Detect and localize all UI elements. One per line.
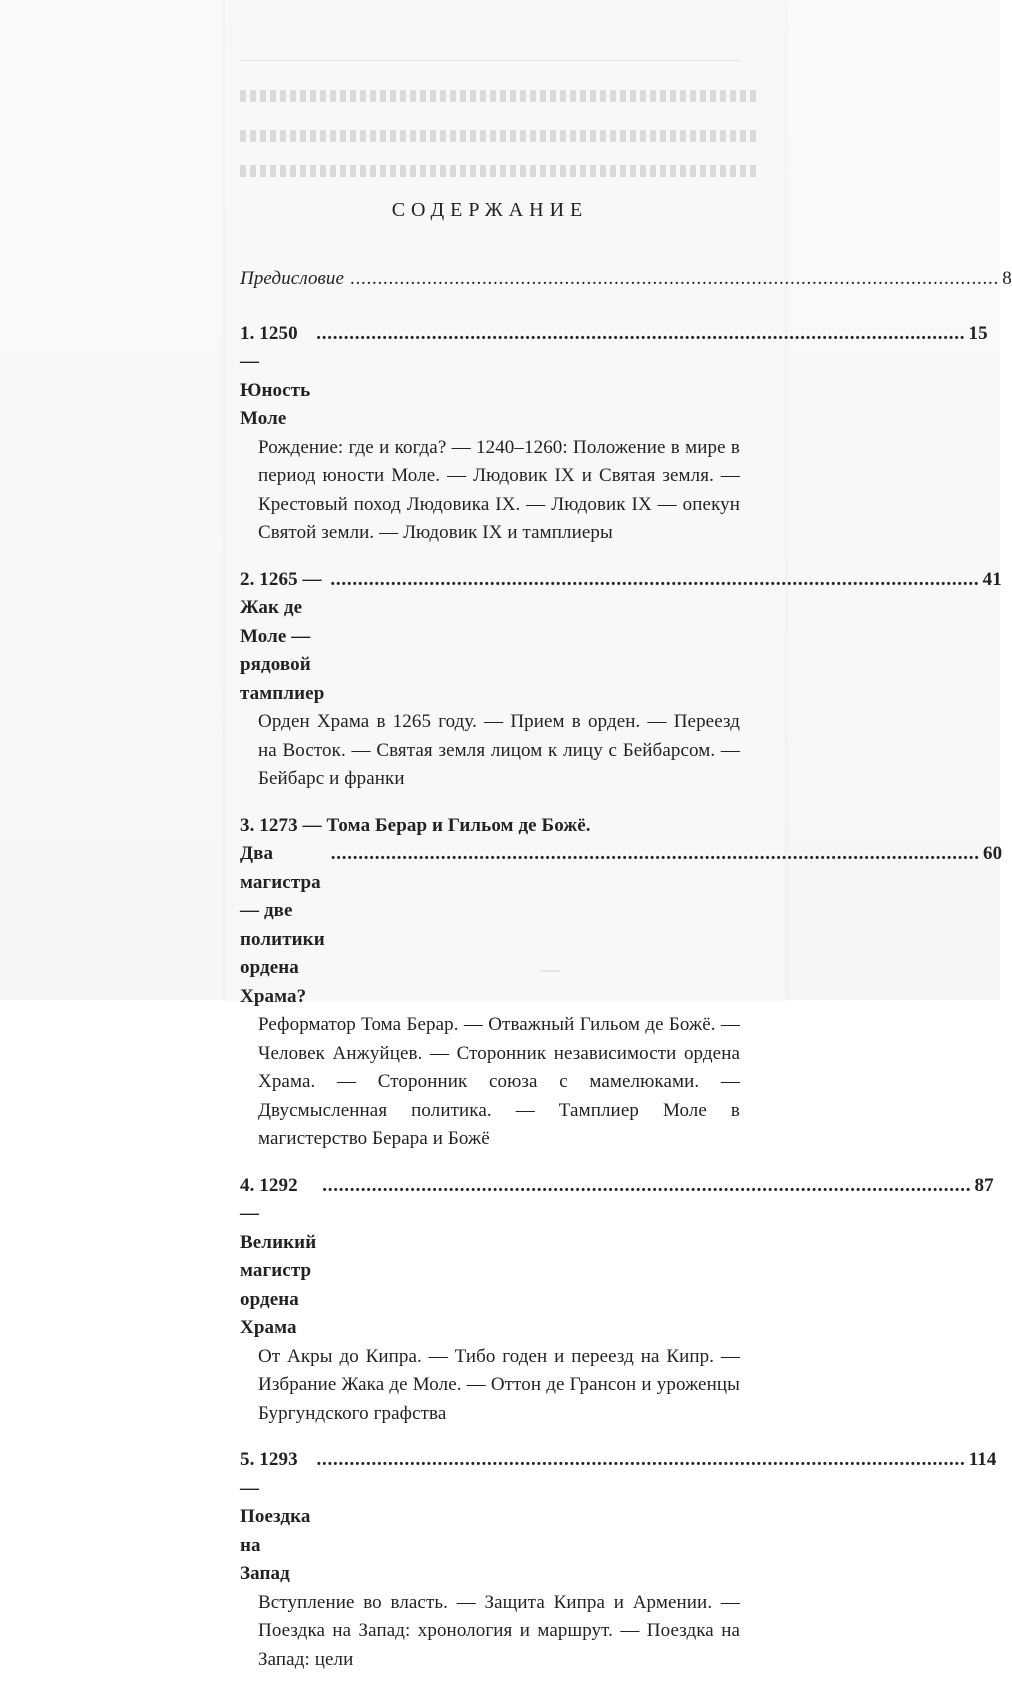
toc-entry-chapter-3[interactable] <box>240 812 1003 1154</box>
chapter-description: Рождение: где и когда? — 1240–1260: Положение в мире в период юности Моле. — Людовик IX и Святая земля. — Крестовый поход Людовика IX. — Людовик IX — опекун Святой земли. — Людовик IX и тамплиеры <box>258 436 740 543</box>
chapter-page: 41 <box>982 568 1002 590</box>
toc-entry-chapter-1[interactable] <box>240 320 988 548</box>
chapter-description: Орден Храма в 1265 году. — Прием в орден. — Переезд на Восток. — Святая земля лицом к лицу с Бейбарсом. — Бейбарс и франки <box>258 711 740 789</box>
chapter-title-line1: 3. 1273 — Тома Берар и Гильом де Божё. <box>240 814 591 836</box>
bleed-through-line <box>240 90 760 102</box>
chapter-heading <box>240 566 1002 709</box>
chapter-page: 15 <box>968 322 988 344</box>
dot-leader <box>330 566 976 595</box>
chapter-title: 2. 1265 — Жак де Моле — рядовой тамплиер <box>240 568 325 704</box>
dot-leader <box>322 1172 968 1201</box>
chapter-description: Реформатор Тома Берар. — Отважный Гильом де Божё. — Человек Анжуйцев. — Сторонник независимости ордена Храма. — Сторонник союза с мамелюками. — Двусмысленная политика. — Тамплиер Моле в магистерство Берара и Божё <box>258 1014 740 1149</box>
paper-mark <box>540 970 560 972</box>
dot-leader <box>316 1446 962 1475</box>
chapter-heading <box>240 320 988 434</box>
chapter-title: 4. 1292 — Великий магистр ордена Храма <box>240 1174 317 1338</box>
chapter-page: 87 <box>974 1174 994 1196</box>
chapter-page: 60 <box>983 843 1003 864</box>
chapter-title: 1. 1250 — Юность Моле <box>240 322 311 429</box>
preface-label: Предисловие <box>240 268 345 289</box>
toc-entry-preface[interactable] <box>240 265 1012 294</box>
toc-title: СОДЕРЖАНИЕ <box>391 199 589 221</box>
preface-page: 8 <box>1002 268 1012 289</box>
toc-entry-chapter-5[interactable] <box>240 1446 997 1674</box>
chapter-description: От Акры до Кипра. — Тибо годен и переезд на Кипр. — Избрание Жака де Моле. — Оттон де Грансон и уроженцы Бургундского графства <box>258 1345 740 1424</box>
chapter-heading <box>240 1172 994 1343</box>
dot-leader <box>316 320 962 349</box>
bleed-through-line <box>240 130 760 142</box>
toc-entry-chapter-4[interactable] <box>240 1172 994 1429</box>
dot-leader <box>350 265 996 294</box>
table-of-contents <box>240 195 1012 1692</box>
chapter-description: Вступление во власть. — Защита Кипра и Армении. — Поездка на Запад: хронология и маршрут. — Поездка на Запад: цели <box>258 1591 740 1670</box>
chapter-title: 5. 1293 — Поездка на Запад <box>240 1449 311 1584</box>
bleed-through-line <box>240 165 760 177</box>
chapter-heading <box>240 1446 997 1589</box>
toc-entry-chapter-2[interactable] <box>240 566 1002 794</box>
bleed-through-header <box>240 42 740 61</box>
dot-leader <box>331 840 977 869</box>
chapter-heading <box>240 840 1003 1011</box>
chapter-page: 114 <box>968 1449 997 1470</box>
chapter-title: Два магистра — две политики ордена Храма? <box>240 843 325 1007</box>
